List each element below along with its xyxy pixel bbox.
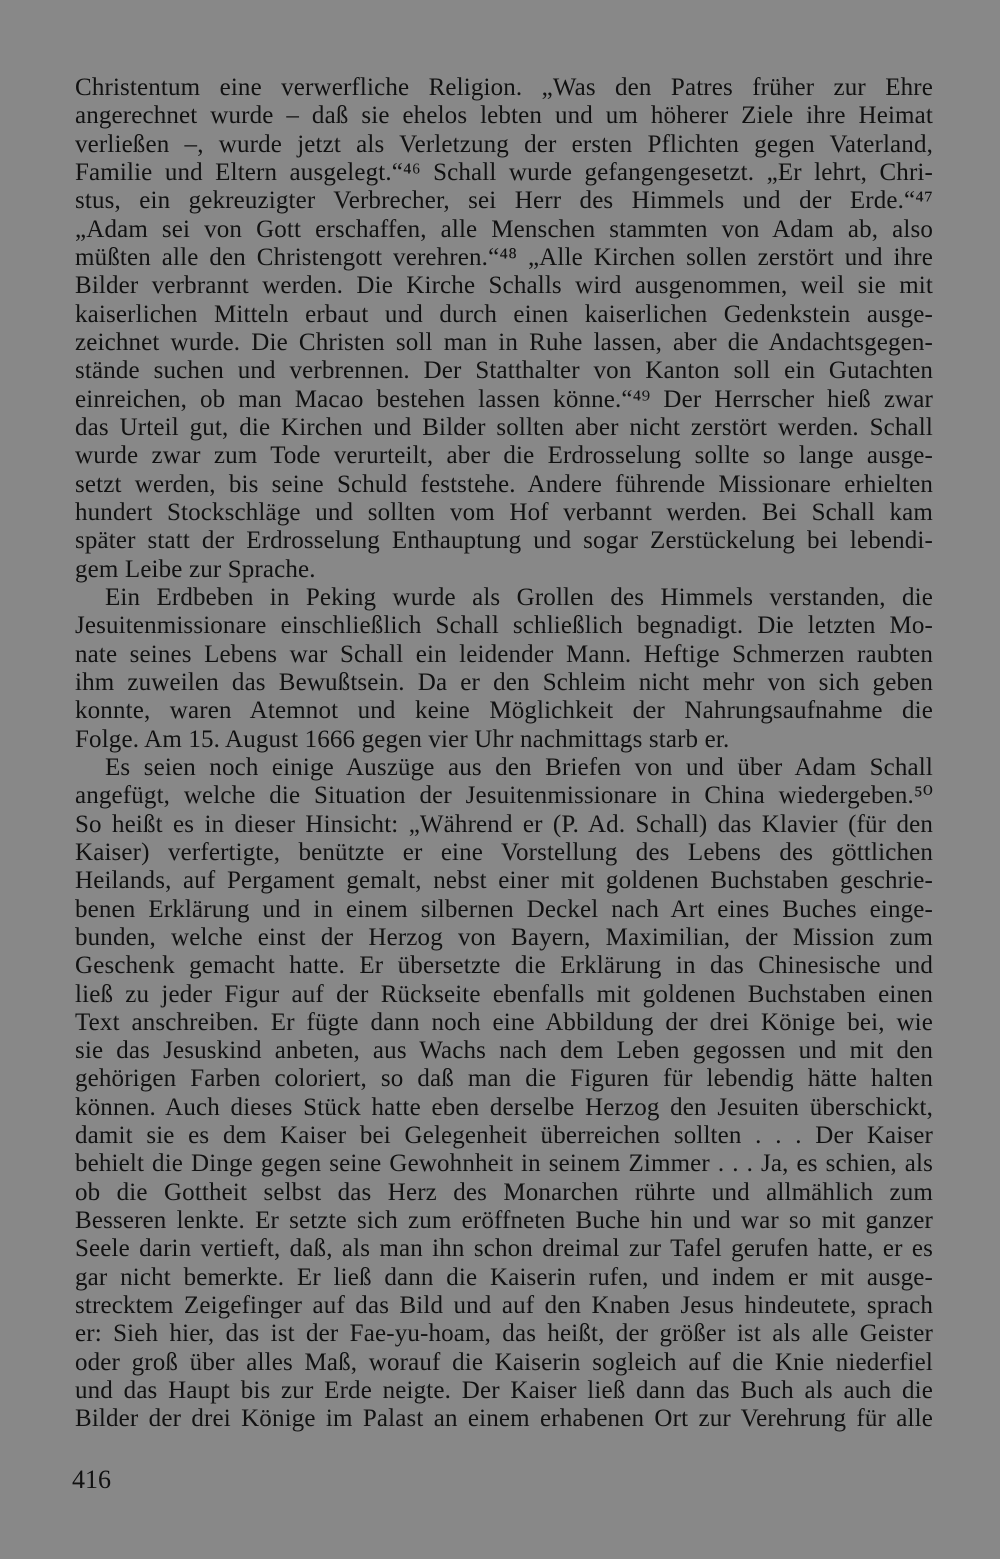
text-line: Geschenk gemacht hatte. Er übersetzte die Erklärung in das Chinesische und: [75, 952, 933, 980]
text-line: setzt werden, bis seine Schuld feststehe. Andere führende Missionare erhielten: [75, 470, 933, 498]
text-line: Heilands, auf Pergament gemalt, nebst einer mit goldenen Buchstaben geschrie-: [75, 867, 933, 895]
text-line: kaiserlichen Mitteln erbaut und durch einen kaiserlichen Gedenkstein ausge-: [75, 300, 933, 328]
text-line: oder groß über alles Maß, worauf die Kaiserin sogleich auf die Knie niederfiel: [75, 1348, 933, 1376]
text-line: strecktem Zeigefinger auf das Bild und auf den Knaben Jesus hindeutete, sprach: [75, 1292, 933, 1320]
text-line: später statt der Erdrosselung Enthauptung und sogar Zerstückelung bei lebendi-: [75, 527, 933, 555]
text-line: Text anschreiben. Er fügte dann noch eine Abbildung der drei Könige bei, wie: [75, 1008, 933, 1036]
text-line: und das Haupt bis zur Erde neigte. Der Kaiser ließ dann das Buch als auch die: [75, 1377, 933, 1405]
text-line: Ein Erdbeben in Peking wurde als Grollen des Himmels verstanden, die: [105, 583, 933, 611]
text-line: Jesuitenmissionare einschließlich Schall schließlich begnadigt. Die letzten Mo-: [75, 612, 933, 640]
text-line: sie das Jesuskind anbeten, aus Wachs nach dem Leben gegossen und mit den: [75, 1037, 933, 1065]
text-line: zeichnet wurde. Die Christen soll man in Ruhe lassen, aber die Andachtsgegen-: [75, 328, 933, 356]
text-line: bunden, welche einst der Herzog von Bayern, Maximilian, der Mission zum: [75, 923, 933, 951]
text-line: gem Leibe zur Sprache.: [75, 555, 316, 583]
text-line: Christentum eine verwerfliche Religion. „Was den Patres früher zur Ehre: [75, 74, 933, 101]
text-line: So heißt es in dieser Hinsicht: „Während er (P. Ad. Schall) das Klavier (für den: [75, 810, 933, 838]
text-line: gehörigen Farben coloriert, so daß man die Figuren für lebendig hätte halten: [75, 1065, 933, 1093]
body-text: [75, 74, 933, 1434]
text-line: nate seines Lebens war Schall ein leidender Mann. Heftige Schmerzen raubten: [75, 640, 933, 668]
text-line: behielt die Dinge gegen seine Gewohnheit in seinem Zimmer . . . Ja, es schien, als: [75, 1150, 933, 1178]
text-line: benen Erklärung und in einem silbernen Deckel nach Art eines Buches einge-: [75, 895, 933, 923]
text-line: einreichen, ob man Macao bestehen lassen könne.“⁴⁹ Der Herrscher hieß zwar: [75, 385, 933, 413]
text-line: gar nicht bemerkte. Er ließ dann die Kaiserin rufen, und indem er mit ausge-: [75, 1263, 933, 1291]
text-line: hundert Stockschläge und sollten vom Hof verbannt werden. Bei Schall kam: [75, 498, 933, 526]
page-number: 416: [72, 1465, 111, 1494]
text-line: Folge. Am 15. August 1666 gegen vier Uhr nachmittags starb er.: [75, 725, 730, 753]
text-line: stus, ein gekreuzigter Verbrecher, sei Herr des Himmels und der Erde.“⁴⁷: [75, 187, 933, 215]
text-line: verließen –, wurde jetzt als Verletzung der ersten Pflichten gegen Vaterland,: [75, 130, 933, 158]
text-line: können. Auch dieses Stück hatte eben derselbe Herzog den Jesuiten überschickt,: [75, 1093, 933, 1121]
text-line: angerechnet wurde – daß sie ehelos lebten und um höherer Ziele ihre Heimat: [75, 102, 933, 130]
text-line: Bilder der drei Könige im Palast an einem erhabenen Ort zur Verehrung für alle: [75, 1405, 933, 1433]
text-line: Kaiser) verfertigte, benützte er eine Vorstellung des Lebens des göttlichen: [75, 838, 933, 866]
text-line: damit sie es dem Kaiser bei Gelegenheit überreichen sollten . . . Der Kaiser: [75, 1122, 933, 1150]
text-line: müßten alle den Christengott verehren.“⁴⁸ „Alle Kirchen sollen zerstört und ihre: [75, 243, 933, 271]
text-line: „Adam sei von Gott erschaffen, alle Menschen stammten von Adam ab, also: [75, 215, 933, 243]
text-line: Besseren lenkte. Er setzte sich zum eröffneten Buche hin und war so mit ganzer: [75, 1207, 933, 1235]
text-line: angefügt, welche die Situation der Jesuitenmissionare in China wiedergeben.⁵⁰: [75, 782, 933, 810]
text-line: das Urteil gut, die Kirchen und Bilder sollten aber nicht zerstört werden. Schall: [75, 413, 933, 441]
text-line: ob die Gottheit selbst das Herz des Monarchen rührte und allmählich zum: [75, 1178, 933, 1206]
text-line: er: Sieh hier, das ist der Fae-yu-hoam, das heißt, der größer ist als alle Geister: [75, 1320, 933, 1348]
text-line: Bilder verbrannt werden. Die Kirche Schalls wird ausgenommen, weil sie mit: [75, 272, 933, 300]
text-line: stände suchen und verbrennen. Der Statthalter von Kanton soll ein Gutachten: [75, 357, 933, 385]
text-line: ihm zuweilen das Bewußtsein. Da er den Schleim nicht mehr von sich geben: [75, 668, 933, 696]
text-line: konnte, waren Atemnot und keine Möglichkeit der Nahrungsaufnahme die: [75, 697, 933, 725]
text-line: Seele darin vertieft, daß, als man ihn schon dreimal zur Tafel gerufen hatte, er es: [75, 1235, 933, 1263]
text-line: Familie und Eltern ausgelegt.“⁴⁶ Schall wurde gefangengesetzt. „Er lehrt, Chri-: [75, 158, 933, 186]
text-line: ließ zu jeder Figur auf der Rückseite ebenfalls mit goldenen Buchstaben einen: [75, 980, 933, 1008]
text-line: wurde zwar zum Tode verurteilt, aber die Erdrosselung sollte so lange ausge-: [75, 442, 933, 470]
text-line: Es seien noch einige Auszüge aus den Briefen von und über Adam Schall: [105, 753, 933, 781]
